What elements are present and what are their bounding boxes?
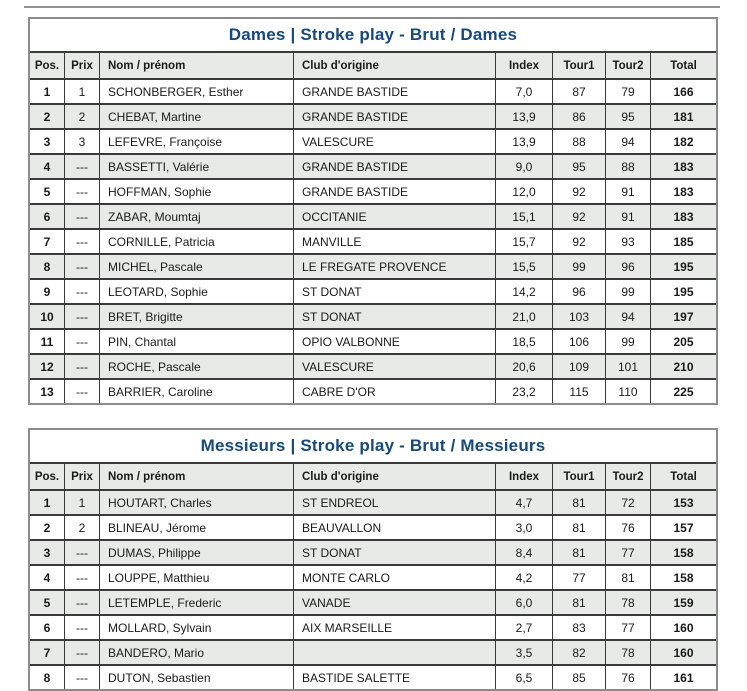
- table-row: [30, 178, 716, 203]
- table-cell: ST DONAT: [293, 541, 495, 564]
- table-cell: 77: [605, 541, 650, 564]
- table-cell: 81: [552, 491, 605, 514]
- table-cell: 3: [64, 130, 99, 153]
- table-row: [30, 253, 716, 278]
- table-cell: 153: [650, 491, 716, 514]
- table-cell: 14,2: [495, 280, 552, 303]
- table-cell: 110: [605, 380, 650, 403]
- table-title-messieurs: Messieurs | Stroke play - Brut / Messieurs: [200, 436, 546, 455]
- table-cell: 88: [605, 155, 650, 178]
- table-cell: AIX MARSEILLE: [293, 616, 495, 639]
- table-cell: 82: [552, 641, 605, 664]
- table-row: [30, 664, 716, 689]
- table-row: [30, 514, 716, 539]
- table-cell: 2,7: [495, 616, 552, 639]
- table-cell: 195: [650, 255, 716, 278]
- column-header: Tour1: [552, 464, 605, 489]
- table-cell: 4: [43, 159, 51, 174]
- table-cell: 88: [552, 130, 605, 153]
- table-cell: 77: [605, 616, 650, 639]
- table-cell: 158: [650, 541, 716, 564]
- table-cell: 86: [552, 105, 605, 128]
- table-cell: 183: [650, 180, 716, 203]
- table-cell: ST DONAT: [293, 280, 495, 303]
- table-cell: PIN, Chantal: [99, 330, 293, 353]
- table-title-band: [30, 430, 716, 462]
- column-header: Total: [650, 464, 716, 489]
- table-cell: 92: [552, 230, 605, 253]
- table-cell: 4,7: [495, 491, 552, 514]
- table-cell: 5: [43, 595, 51, 610]
- column-header: Total: [650, 53, 716, 78]
- table-cell: 81: [605, 566, 650, 589]
- table-cell: 185: [650, 230, 716, 253]
- table-cell: 182: [650, 130, 716, 153]
- table-cell: 83: [552, 616, 605, 639]
- table-cell: 3: [43, 545, 51, 560]
- table-cell: 13,9: [495, 130, 552, 153]
- table-cell: LEOTARD, Sophie: [99, 280, 293, 303]
- table-cell: ---: [64, 155, 99, 178]
- table-cell: ---: [64, 255, 99, 278]
- column-header: Club d'origine: [293, 53, 495, 78]
- table-cell: 205: [650, 330, 716, 353]
- table-cell: 101: [605, 355, 650, 378]
- table-cell: 76: [605, 516, 650, 539]
- column-header-row: [30, 51, 716, 78]
- table-cell: 109: [552, 355, 605, 378]
- column-header: Tour2: [605, 53, 650, 78]
- table-row: [30, 489, 716, 514]
- table-cell: ---: [64, 180, 99, 203]
- table-cell: 99: [605, 280, 650, 303]
- table-row: [30, 378, 716, 403]
- column-header: Prix: [64, 53, 99, 78]
- table-row: [30, 203, 716, 228]
- table-cell: 81: [552, 591, 605, 614]
- table-cell: 15,7: [495, 230, 552, 253]
- table-cell: 106: [552, 330, 605, 353]
- table-cell: 2: [64, 516, 99, 539]
- table-cell: 96: [552, 280, 605, 303]
- table-cell: BARRIER, Caroline: [99, 380, 293, 403]
- table-cell: 103: [552, 305, 605, 328]
- table-cell: ---: [64, 205, 99, 228]
- table-cell: [293, 641, 495, 664]
- table-cell: 85: [552, 666, 605, 689]
- table-cell: ---: [64, 280, 99, 303]
- table-cell: 12,0: [495, 180, 552, 203]
- table-cell: 6,5: [495, 666, 552, 689]
- table-cell: CHEBAT, Martine: [99, 105, 293, 128]
- column-header-row: [30, 462, 716, 489]
- table-cell: ---: [64, 641, 99, 664]
- table-cell: 210: [650, 355, 716, 378]
- table-cell: CABRE D'OR: [293, 380, 495, 403]
- table-cell: ---: [64, 305, 99, 328]
- table-cell: BEAUVALLON: [293, 516, 495, 539]
- table-cell: 2: [43, 109, 51, 124]
- table-cell: 95: [552, 155, 605, 178]
- table-cell: GRANDE BASTIDE: [293, 105, 495, 128]
- table-cell: 157: [650, 516, 716, 539]
- table-cell: VANADE: [293, 591, 495, 614]
- table-cell: 10: [40, 309, 54, 324]
- table-cell: 6,0: [495, 591, 552, 614]
- table-cell: 91: [605, 205, 650, 228]
- table-cell: ZABAR, Moumtaj: [99, 205, 293, 228]
- table-cell: 166: [650, 80, 716, 103]
- table-cell: LEFEVRE, Françoise: [99, 130, 293, 153]
- table-cell: 7: [43, 234, 51, 249]
- table-cell: ---: [64, 591, 99, 614]
- table-cell: ROCHE, Pascale: [99, 355, 293, 378]
- table-row: [30, 614, 716, 639]
- table-cell: 15,1: [495, 205, 552, 228]
- table-cell: LE FREGATE PROVENCE: [293, 255, 495, 278]
- table-cell: 1: [43, 495, 51, 510]
- table-cell: 92: [552, 180, 605, 203]
- table-cell: BASTIDE SALETTE: [293, 666, 495, 689]
- table-cell: 4: [43, 570, 51, 585]
- table-cell: ---: [64, 616, 99, 639]
- column-header: Prix: [64, 464, 99, 489]
- table-cell: 5: [43, 184, 51, 199]
- table-body: [30, 51, 716, 403]
- table-body: [30, 462, 716, 689]
- table-cell: GRANDE BASTIDE: [293, 80, 495, 103]
- table-row: [30, 564, 716, 589]
- table-cell: ST DONAT: [293, 305, 495, 328]
- table-cell: BASSETTI, Valérie: [99, 155, 293, 178]
- table-cell: 77: [552, 566, 605, 589]
- column-header: Tour2: [605, 464, 650, 489]
- table-row: [30, 303, 716, 328]
- table-row: [30, 278, 716, 303]
- table-cell: BLINEAU, Jérome: [99, 516, 293, 539]
- table-row: [30, 539, 716, 564]
- table-title-band: [30, 19, 716, 51]
- table-cell: 1: [43, 84, 51, 99]
- table-cell: 81: [552, 516, 605, 539]
- table-cell: 79: [605, 80, 650, 103]
- results-page: [28, 17, 718, 691]
- table-cell: MONTE CARLO: [293, 566, 495, 589]
- table-cell: ---: [64, 541, 99, 564]
- table-cell: 18,5: [495, 330, 552, 353]
- table-cell: ---: [64, 230, 99, 253]
- table-cell: ---: [64, 566, 99, 589]
- table-cell: 8: [43, 259, 51, 274]
- column-header: Pos.: [34, 470, 60, 483]
- table-cell: 92: [552, 205, 605, 228]
- table-cell: 96: [605, 255, 650, 278]
- table-cell: OCCITANIE: [293, 205, 495, 228]
- table-cell: VALESCURE: [293, 130, 495, 153]
- table-cell: 181: [650, 105, 716, 128]
- table-cell: 78: [605, 641, 650, 664]
- table-cell: 1: [64, 491, 99, 514]
- table-cell: GRANDE BASTIDE: [293, 155, 495, 178]
- table-cell: ---: [64, 330, 99, 353]
- table-cell: 21,0: [495, 305, 552, 328]
- table-cell: 115: [552, 380, 605, 403]
- table-cell: 99: [552, 255, 605, 278]
- table-row: [30, 353, 716, 378]
- column-header: Tour1: [552, 53, 605, 78]
- table-cell: 13: [40, 384, 54, 399]
- table-cell: ---: [64, 380, 99, 403]
- table-cell: 197: [650, 305, 716, 328]
- table-cell: 1: [64, 80, 99, 103]
- table-row: [30, 639, 716, 664]
- table-cell: 225: [650, 380, 716, 403]
- table-cell: 95: [605, 105, 650, 128]
- table-cell: SCHONBERGER, Esther: [99, 80, 293, 103]
- table-cell: 99: [605, 330, 650, 353]
- table-cell: 8: [43, 670, 51, 685]
- table-cell: 87: [552, 80, 605, 103]
- column-header: Index: [495, 464, 552, 489]
- table-cell: 15,5: [495, 255, 552, 278]
- table-cell: 6: [43, 620, 51, 635]
- table-cell: 78: [605, 591, 650, 614]
- table-row: [30, 589, 716, 614]
- table-cell: 4,2: [495, 566, 552, 589]
- table-cell: 7,0: [495, 80, 552, 103]
- table-cell: ST ENDREOL: [293, 491, 495, 514]
- table-cell: 160: [650, 641, 716, 664]
- table-row: [30, 78, 716, 103]
- table-cell: ---: [64, 666, 99, 689]
- table-cell: BANDERO, Mario: [99, 641, 293, 664]
- table-row: [30, 328, 716, 353]
- table-cell: 72: [605, 491, 650, 514]
- table-row: [30, 128, 716, 153]
- table-cell: MANVILLE: [293, 230, 495, 253]
- table-cell: 20,6: [495, 355, 552, 378]
- table-cell: 158: [650, 566, 716, 589]
- table-cell: MICHEL, Pascale: [99, 255, 293, 278]
- table-cell: 161: [650, 666, 716, 689]
- table-cell: 94: [605, 130, 650, 153]
- table-cell: 23,2: [495, 380, 552, 403]
- column-header: Pos.: [34, 59, 60, 72]
- table-cell: 12: [40, 359, 54, 374]
- table-cell: BRET, Brigitte: [99, 305, 293, 328]
- top-divider: [24, 6, 720, 8]
- table-cell: 6: [43, 209, 51, 224]
- column-header: Club d'origine: [293, 464, 495, 489]
- table-cell: HOFFMAN, Sophie: [99, 180, 293, 203]
- table-title-dames: Dames | Stroke play - Brut / Dames: [228, 25, 518, 44]
- table-cell: OPIO VALBONNE: [293, 330, 495, 353]
- table-cell: 159: [650, 591, 716, 614]
- table-cell: 9: [43, 284, 51, 299]
- table-cell: 2: [64, 105, 99, 128]
- table-cell: 183: [650, 205, 716, 228]
- table-row: [30, 228, 716, 253]
- table-cell: 160: [650, 616, 716, 639]
- table-cell: GRANDE BASTIDE: [293, 180, 495, 203]
- table-cell: LETEMPLE, Frederic: [99, 591, 293, 614]
- table-cell: HOUTART, Charles: [99, 491, 293, 514]
- table-cell: DUTON, Sebastien: [99, 666, 293, 689]
- table-cell: 91: [605, 180, 650, 203]
- table-cell: 8,4: [495, 541, 552, 564]
- table-cell: VALESCURE: [293, 355, 495, 378]
- table-cell: 9,0: [495, 155, 552, 178]
- table-cell: 3: [43, 134, 51, 149]
- column-header: Nom / prénom: [99, 53, 293, 78]
- table-cell: 81: [552, 541, 605, 564]
- table-cell: LOUPPE, Matthieu: [99, 566, 293, 589]
- table-row: [30, 153, 716, 178]
- column-header: Index: [495, 53, 552, 78]
- results-table-dames: [28, 17, 718, 405]
- table-cell: 3,5: [495, 641, 552, 664]
- table-cell: 13,9: [495, 105, 552, 128]
- table-cell: 183: [650, 155, 716, 178]
- table-cell: 195: [650, 280, 716, 303]
- table-cell: 11: [40, 334, 54, 349]
- table-cell: 76: [605, 666, 650, 689]
- table-cell: 7: [43, 645, 51, 660]
- results-table-messieurs: [28, 428, 718, 691]
- table-cell: 93: [605, 230, 650, 253]
- table-cell: 94: [605, 305, 650, 328]
- table-cell: CORNILLE, Patricia: [99, 230, 293, 253]
- table-cell: MOLLARD, Sylvain: [99, 616, 293, 639]
- table-cell: ---: [64, 355, 99, 378]
- table-row: [30, 103, 716, 128]
- column-header: Nom / prénom: [99, 464, 293, 489]
- table-cell: DUMAS, Philippe: [99, 541, 293, 564]
- table-cell: 2: [43, 520, 51, 535]
- table-cell: 3,0: [495, 516, 552, 539]
